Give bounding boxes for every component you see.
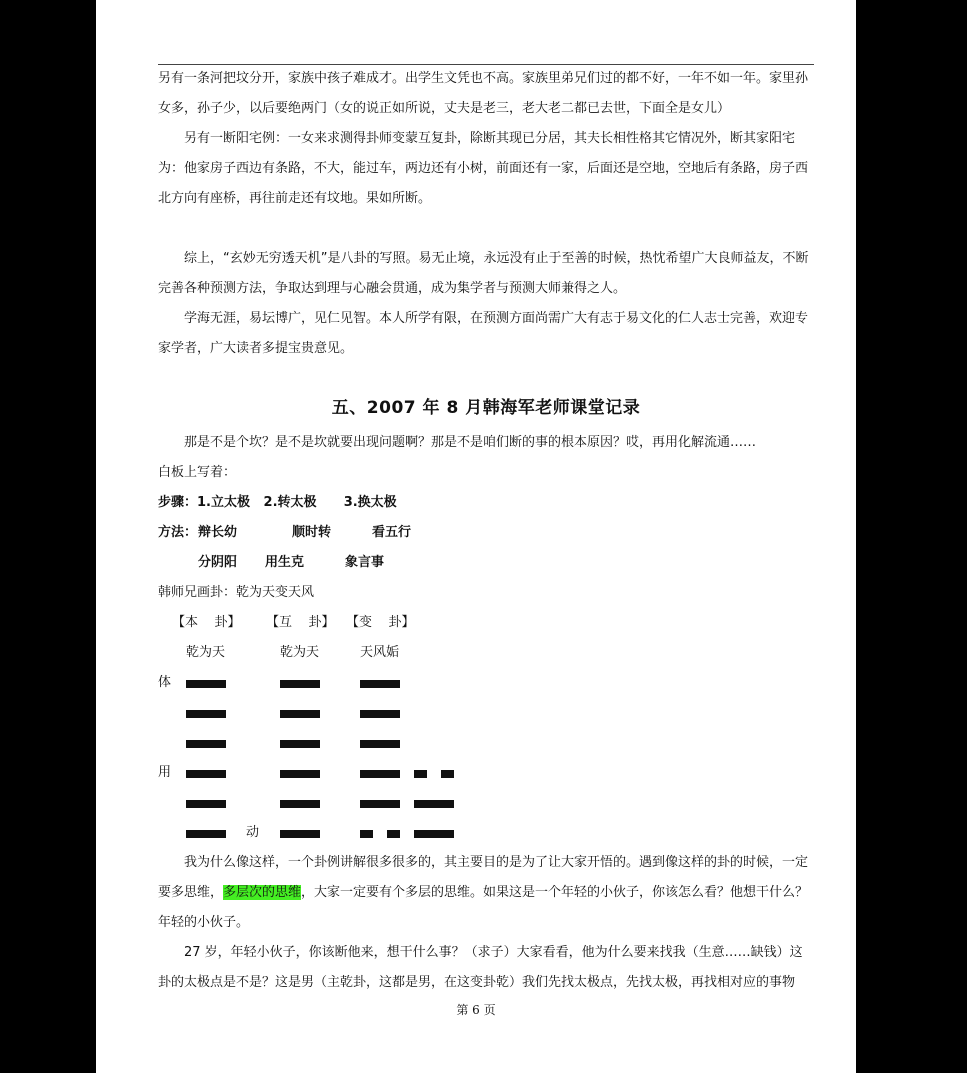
- methods-row-1: [158, 518, 814, 548]
- page-number: 第 6 页: [456, 1003, 496, 1017]
- method-item: 象言事: [345, 555, 385, 570]
- method-item: 用生克: [265, 555, 305, 570]
- section-title: 五、2007 年 8 月韩海军老师课堂记录: [331, 398, 641, 418]
- hexagram-name: 乾为天: [280, 645, 320, 660]
- method-item: 分阴阳: [198, 555, 238, 570]
- yang-line: [280, 740, 320, 748]
- yang-line: [414, 800, 454, 808]
- yang-line: [186, 710, 226, 718]
- header-original: 【本 卦】: [172, 615, 241, 630]
- paragraph-grave-river: 另有一条河把坟分开，家族中孩子难成才。出学生文凭也不高。家族里弟兄们过的都不好，一年不如一年。家里孙女多，孙子少，以后要绝两门（女的说正如所说，丈夫是老三，老大老二都已去世，下面全是女儿）: [158, 71, 809, 116]
- yang-line: [360, 770, 400, 778]
- yang-line: [280, 710, 320, 718]
- explanation-text: ，大家一定要有个多层的思维。如果这是一个年轻的小伙子，你该怎么看？他想干什么？年轻的小伙子。: [158, 885, 809, 930]
- yang-line: [186, 830, 226, 838]
- header-changed: 【变 卦】: [346, 615, 415, 630]
- highlighted-phrase: 多层次的思维: [223, 885, 302, 900]
- paragraph-summary: 综上，“玄妙无穷透天机”是八卦的写照。易无止境，永远没有止于至善的时候，热忱希望广大良师益友，不断完善各种预测方法，争取达到理与心融会贯通，成为集学者与预测大师兼得之人。: [158, 251, 809, 296]
- hexagram-line-row: [158, 818, 814, 848]
- paragraph-explanation: [158, 848, 814, 938]
- method-label: 方法：: [158, 525, 198, 540]
- hexagram-line-row: [158, 728, 814, 758]
- yang-line: [360, 710, 400, 718]
- whiteboard-label: 白板上写着：: [158, 465, 237, 480]
- method-item: 顺时转: [292, 525, 332, 540]
- hexagram-name: 天风姤: [360, 645, 400, 660]
- class-intro: 那是不是个坎？是不是坎就要出现问题啊？那是不是咱们断的事的根本原因？哎，再用化解流通……: [184, 435, 757, 450]
- yang-line: [280, 770, 320, 778]
- hexagram-line-row: [158, 758, 814, 788]
- paragraph-house-case: 另有一断阳宅例：一女来求测得卦师变蒙互复卦，除断其现已分居，其夫长相性格其它情况外，断其家阳宅为：他家房子西边有条路，不大，能过车，两边还有小树，前面还有一家，后面还是空地，空地后有条路，房子西北方向有座桥，再往前走还有坟地。果如所断。: [158, 131, 809, 206]
- hexagram-line-row: [158, 698, 814, 728]
- paragraph-closing: 学海无涯，易坛博广，见仁见智。本人所学有限，在预测方面尚需广大有志于易文化的仁人志士完善，欢迎专家学者，广大读者多提宝贵意见。: [158, 311, 809, 356]
- yang-line: [360, 680, 400, 688]
- hexagram-names: [158, 638, 814, 668]
- yin-line: [414, 770, 454, 778]
- yang-line: [280, 680, 320, 688]
- yang-line: [360, 740, 400, 748]
- yang-line: [280, 830, 320, 838]
- method-item: 看五行: [372, 525, 412, 540]
- yang-line: [186, 740, 226, 748]
- hexagram-line-row: [158, 788, 814, 818]
- methods-row-2: [158, 548, 814, 578]
- ti-label: 体: [158, 675, 172, 690]
- yang-line: [280, 800, 320, 808]
- yang-line: [414, 830, 454, 838]
- hexagram-line-row: [158, 668, 814, 698]
- header-mutual: 【互 卦】: [266, 615, 335, 630]
- steps-line: 步骤：1.立太极 2.转太极 3.换太极: [158, 495, 397, 510]
- moving-label: 动: [246, 825, 260, 840]
- yang-line: [186, 770, 226, 778]
- hexagram-drawing-caption: 韩师兄画卦：乾为天变天风: [158, 585, 315, 600]
- yin-line: [360, 830, 400, 838]
- yang-line: [186, 800, 226, 808]
- paragraph-young-man: 27 岁，年轻小伙子，你该断他来，想干什么事？（求子）大家看看，他为什么要来找我（生意……缺钱）这卦的太极点是不是？这是男（主乾卦，这都是男，在这变卦乾）我们先找太极点，先找太极，再找相对应的事物: [158, 945, 803, 990]
- hexagram-name: 乾为天: [186, 645, 226, 660]
- yang-line: [360, 800, 400, 808]
- document-page: [96, 0, 856, 1073]
- yong-label: 用: [158, 765, 172, 780]
- hexagram-headers: [158, 608, 814, 638]
- yang-line: [186, 680, 226, 688]
- page-content: [158, 64, 814, 998]
- method-item: 辩长幼: [198, 525, 238, 540]
- explanation-text: 我为什么像这样，一个卦例讲解很多很多的，其主要目的是为了让大家开悟的。遇到像这样的卦的时候，一定要多思维，: [158, 855, 809, 900]
